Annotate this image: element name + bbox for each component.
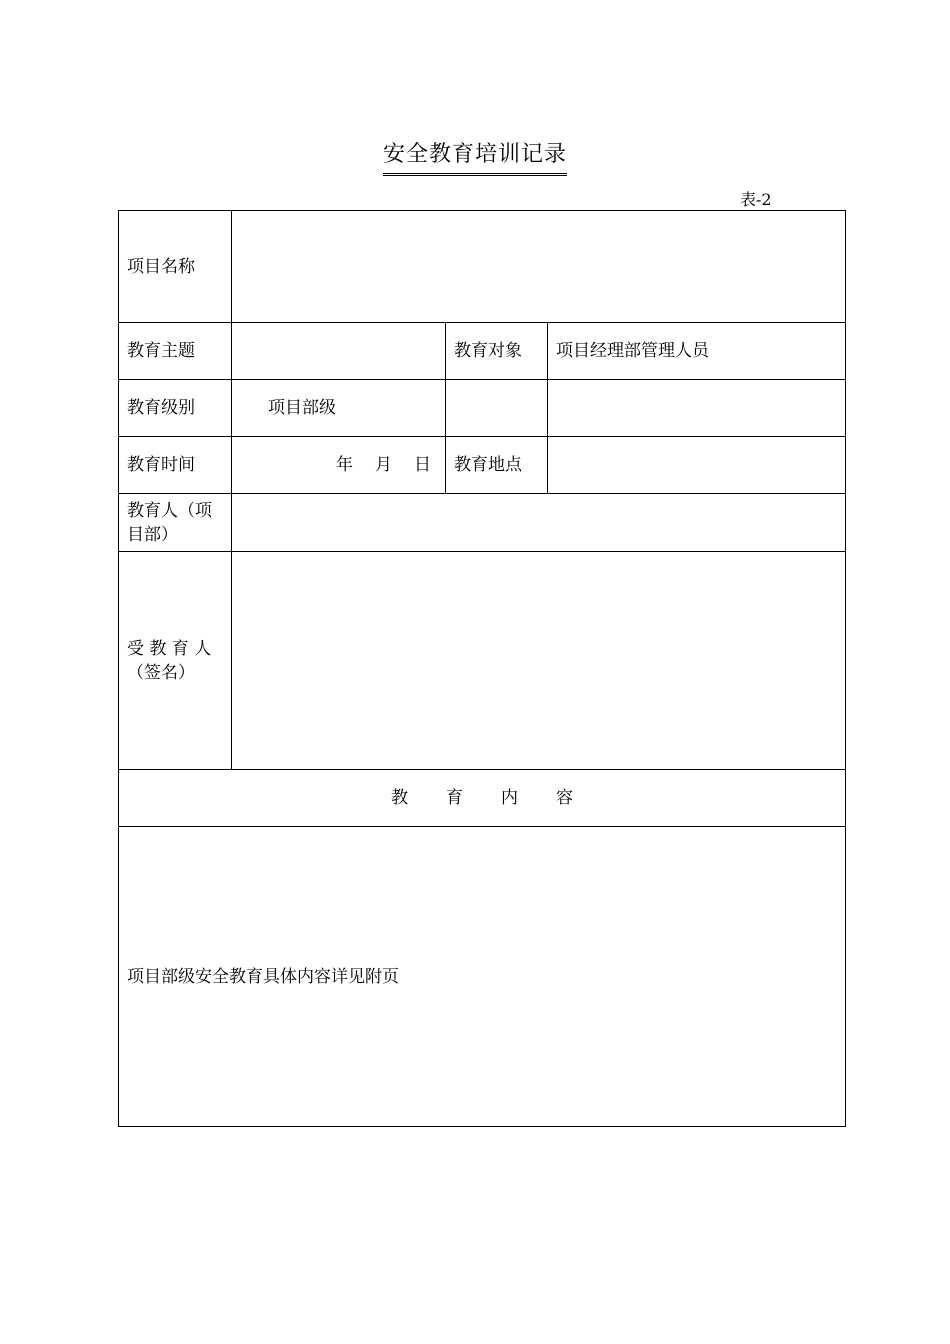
row-content-heading [119, 770, 846, 827]
content-heading-char: 教 [391, 788, 408, 808]
content-heading [119, 770, 846, 827]
title-wrap [0, 140, 950, 176]
topic-label: 教育主题 [119, 323, 232, 380]
row-project-name [119, 211, 846, 323]
place-value[interactable] [548, 437, 846, 494]
form-number: 表-2 [740, 190, 772, 209]
trainee-signature-area[interactable] [232, 552, 846, 770]
educator-label: 教育人（项目部） [119, 494, 232, 552]
level-value[interactable]: 项目部级 [232, 380, 446, 437]
topic-value[interactable] [232, 323, 446, 380]
row-topic [119, 323, 846, 380]
project-name-label: 项目名称 [119, 211, 232, 323]
trainee-label: 受 教 育 人（签名） [119, 552, 232, 770]
row-content [119, 827, 846, 1127]
row-level [119, 380, 846, 437]
project-name-value[interactable] [232, 211, 846, 323]
level-label: 教育级别 [119, 380, 232, 437]
document-title: 安全教育培训记录 [383, 140, 567, 176]
training-record-table [118, 210, 846, 1127]
target-value[interactable]: 项目经理部管理人员 [548, 323, 846, 380]
content-text[interactable]: 项目部级安全教育具体内容详见附页 [119, 827, 846, 1127]
row-time [119, 437, 846, 494]
content-heading-char: 育 [446, 788, 463, 808]
row-educator [119, 494, 846, 552]
time-label: 教育时间 [119, 437, 232, 494]
content-heading-char: 容 [556, 788, 573, 808]
content-heading-char: 内 [501, 788, 518, 808]
target-label: 教育对象 [446, 323, 548, 380]
time-value[interactable] [232, 437, 446, 494]
level-extra-cell[interactable] [446, 380, 548, 437]
year-label: 年 [336, 455, 353, 475]
month-label: 月 [375, 455, 392, 475]
row-trainee-signature [119, 552, 846, 770]
place-label: 教育地点 [446, 437, 548, 494]
day-label: 日 [414, 455, 431, 475]
educator-value[interactable] [232, 494, 846, 552]
level-extra-value[interactable] [548, 380, 846, 437]
